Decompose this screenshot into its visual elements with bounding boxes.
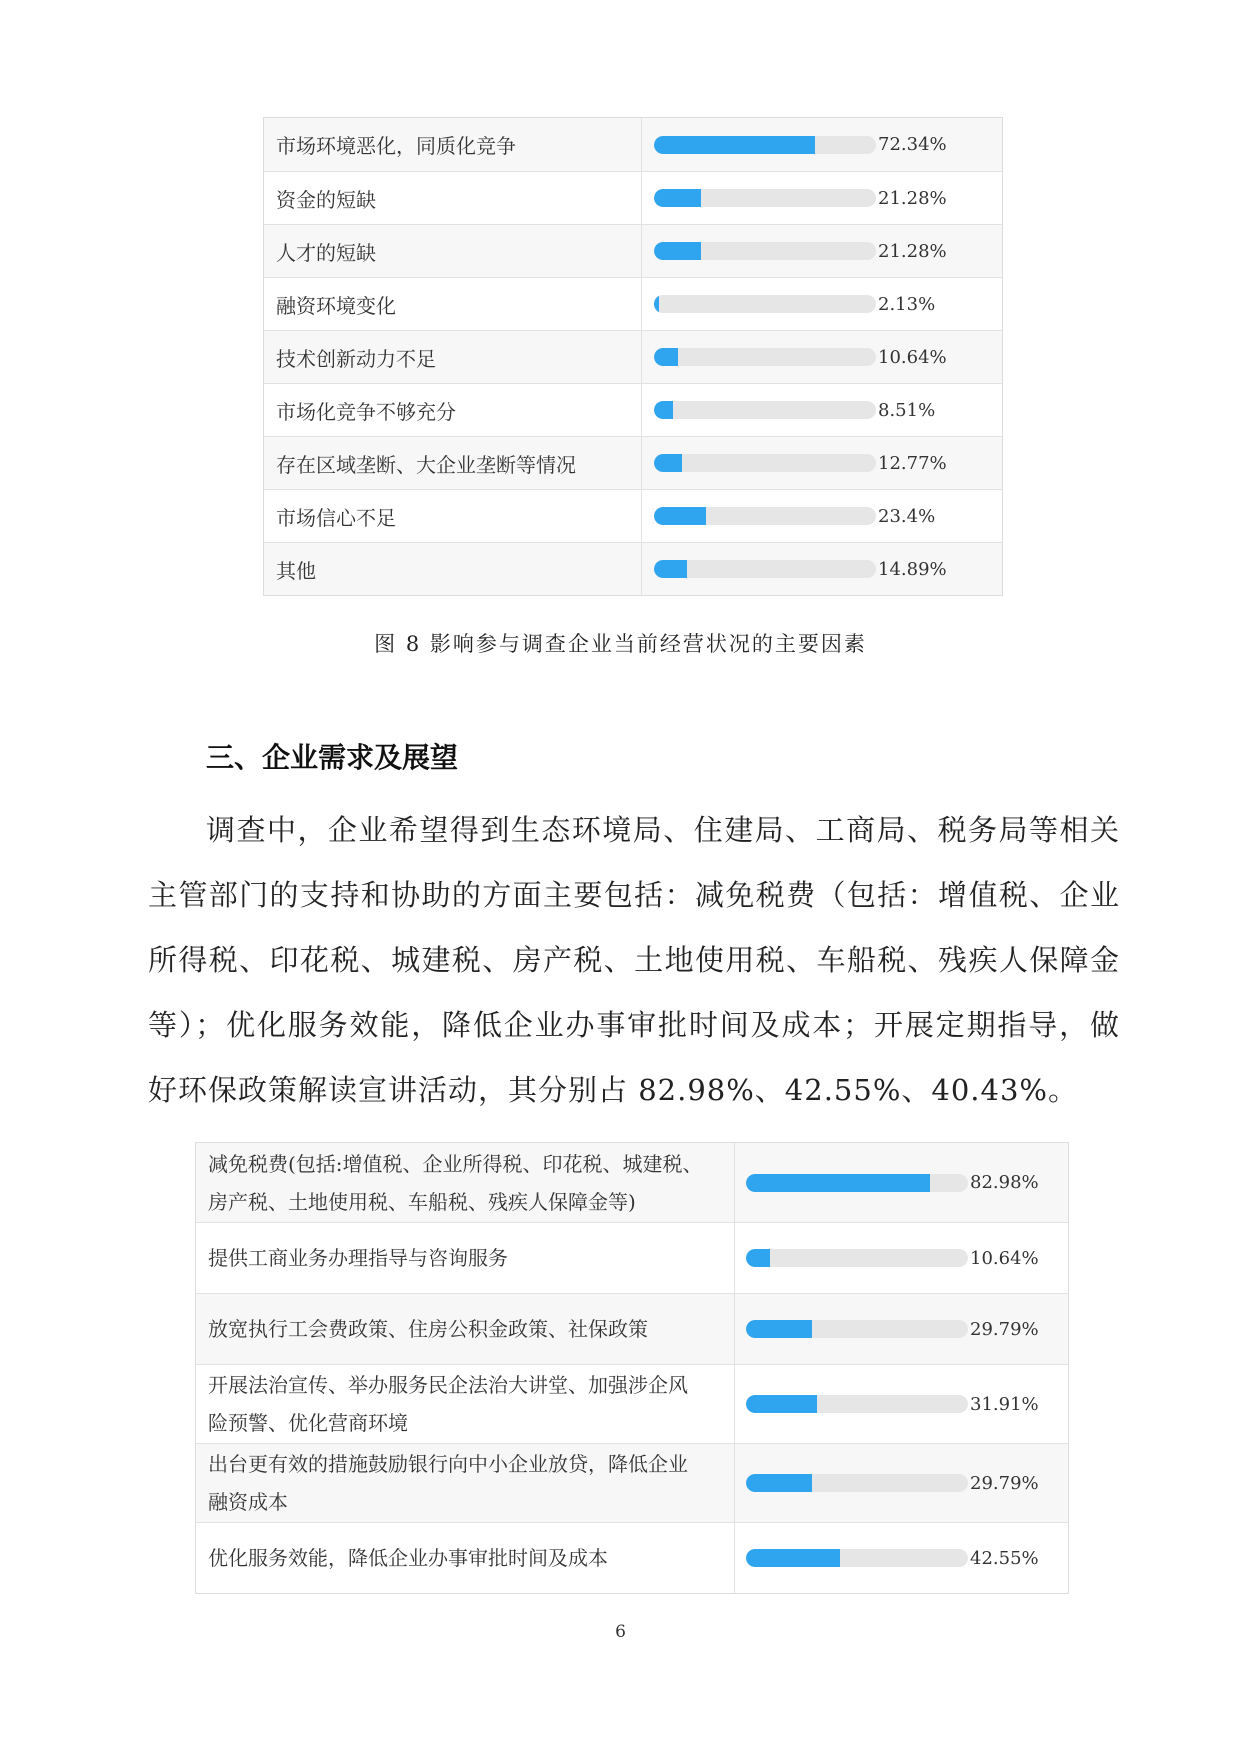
table-row (264, 277, 1002, 330)
bar-cell (735, 1365, 1068, 1443)
progress-bar-track (746, 1249, 968, 1267)
progress-bar-fill (746, 1395, 817, 1413)
row-label (196, 1365, 735, 1443)
row-label: 市场环境恶化，同质化竞争 (264, 118, 642, 171)
percentage-label: 10.64% (878, 346, 947, 368)
progress-bar-track (746, 1320, 968, 1338)
row-label: 其他 (264, 543, 642, 595)
percentage-label: 29.79% (970, 1472, 1039, 1494)
row-label-line: 开展法治宣传、举办服务民企法治大讲堂、加强涉企风 (208, 1373, 688, 1397)
bar-cell (642, 437, 1002, 489)
percentage-label: 29.79% (970, 1318, 1039, 1340)
table-row (264, 436, 1002, 489)
row-label-line: 融资成本 (208, 1490, 288, 1514)
percentage-label: 14.89% (878, 558, 947, 580)
progress-bar-track (746, 1395, 968, 1413)
table-row (264, 489, 1002, 542)
row-label-line: 提供工商业务办理指导与咨询服务 (208, 1246, 508, 1270)
section-heading: 三、企业需求及展望 (206, 741, 459, 774)
percentage-label: 21.28% (878, 240, 947, 262)
progress-bar-track (746, 1549, 968, 1567)
table-row (264, 330, 1002, 383)
progress-bar-fill (654, 189, 701, 207)
percentage-label: 72.34% (878, 134, 947, 155)
table-row (196, 1293, 1068, 1364)
bar-cell (735, 1444, 1068, 1522)
figure-caption: 图 8 影响参与调查企业当前经营状况的主要因素 (374, 632, 867, 656)
row-label (196, 1294, 735, 1364)
bar-cell (642, 172, 1002, 224)
percentage-label: 8.51% (878, 399, 936, 421)
row-label-line: 出台更有效的措施鼓励银行向中小企业放贷，降低企业 (208, 1452, 688, 1476)
table-row (196, 1522, 1068, 1593)
bar-cell (735, 1294, 1068, 1364)
row-label (196, 1143, 735, 1222)
progress-bar-fill (746, 1249, 770, 1267)
row-label-line: 优化服务效能，降低企业办事审批时间及成本 (208, 1546, 608, 1570)
bar-cell (642, 225, 1002, 277)
row-label: 人才的短缺 (264, 225, 642, 277)
progress-bar-fill (654, 507, 706, 525)
progress-bar-fill (746, 1320, 812, 1338)
percentage-label: 31.91% (970, 1393, 1039, 1415)
page-number: 6 (615, 1622, 626, 1642)
row-label: 技术创新动力不足 (264, 331, 642, 383)
bar-cell (735, 1523, 1068, 1593)
row-label: 市场信心不足 (264, 490, 642, 542)
table-row (264, 118, 1002, 171)
percentage-label: 42.55% (970, 1547, 1039, 1569)
progress-bar-track (654, 295, 876, 313)
row-label (196, 1444, 735, 1522)
progress-bar-track (654, 401, 876, 419)
row-label: 资金的短缺 (264, 172, 642, 224)
table-row (264, 542, 1002, 595)
table-row (264, 224, 1002, 277)
progress-bar-track (746, 1174, 968, 1192)
progress-bar-track (654, 507, 876, 525)
table-row (196, 1222, 1068, 1293)
progress-bar-track (654, 348, 876, 366)
section-paragraph: 调查中，企业希望得到生态环境局、住建局、工商局、税务局等相关主管部门的支持和协助的方面主要包括：减免税费（包括：增值税、企业所得税、印花税、城建税、房产税、土地使用税、车船税、残疾人保障金等）；优化服务效能，降低企业办事审批时间及成本；开展定期指导，做好环保政策解读宣讲活动，其分别占 82.98%、42.55%、40.43%。 (148, 813, 1120, 1107)
factors-table (263, 117, 1003, 596)
progress-bar-fill (654, 295, 659, 313)
table-row (264, 383, 1002, 436)
progress-bar-track (654, 242, 876, 260)
progress-bar-track (654, 136, 876, 154)
progress-bar-fill (654, 348, 678, 366)
bar-cell (642, 384, 1002, 436)
progress-bar-fill (654, 560, 687, 578)
progress-bar-track (654, 189, 876, 207)
table-row (196, 1364, 1068, 1443)
row-label: 市场化竞争不够充分 (264, 384, 642, 436)
bar-cell (642, 331, 1002, 383)
needs-table (195, 1142, 1069, 1594)
row-label (196, 1223, 735, 1293)
bar-cell (642, 118, 1002, 171)
percentage-label: 82.98% (970, 1172, 1039, 1193)
progress-bar-fill (654, 401, 673, 419)
progress-bar-fill (654, 242, 701, 260)
progress-bar-fill (654, 136, 815, 154)
percentage-label: 2.13% (878, 293, 936, 315)
progress-bar-track (654, 560, 876, 578)
row-label-line: 房产税、土地使用税、车船税、残疾人保障金等) (208, 1189, 636, 1214)
table-row (196, 1143, 1068, 1222)
row-label-line: 险预警、优化营商环境 (208, 1411, 408, 1435)
percentage-label: 21.28% (878, 187, 947, 209)
table-row (264, 171, 1002, 224)
row-label: 存在区域垄断、大企业垄断等情况 (264, 437, 642, 489)
progress-bar-track (746, 1474, 968, 1492)
table-row (196, 1443, 1068, 1522)
row-label (196, 1523, 735, 1593)
progress-bar-fill (746, 1174, 930, 1192)
bar-cell (735, 1223, 1068, 1293)
percentage-label: 23.4% (878, 505, 936, 527)
progress-bar-fill (746, 1549, 840, 1567)
bar-cell (642, 543, 1002, 595)
progress-bar-fill (746, 1474, 812, 1492)
percentage-label: 10.64% (970, 1247, 1039, 1269)
row-label: 融资环境变化 (264, 278, 642, 330)
row-label-line: 减免税费(包括:增值税、企业所得税、印花税、城建税、 (208, 1151, 703, 1176)
progress-bar-fill (654, 454, 682, 472)
bar-cell (642, 278, 1002, 330)
row-label-line: 放宽执行工会费政策、住房公积金政策、社保政策 (208, 1317, 648, 1341)
bar-cell (735, 1143, 1068, 1222)
progress-bar-track (654, 454, 876, 472)
bar-cell (642, 490, 1002, 542)
percentage-label: 12.77% (878, 452, 947, 474)
